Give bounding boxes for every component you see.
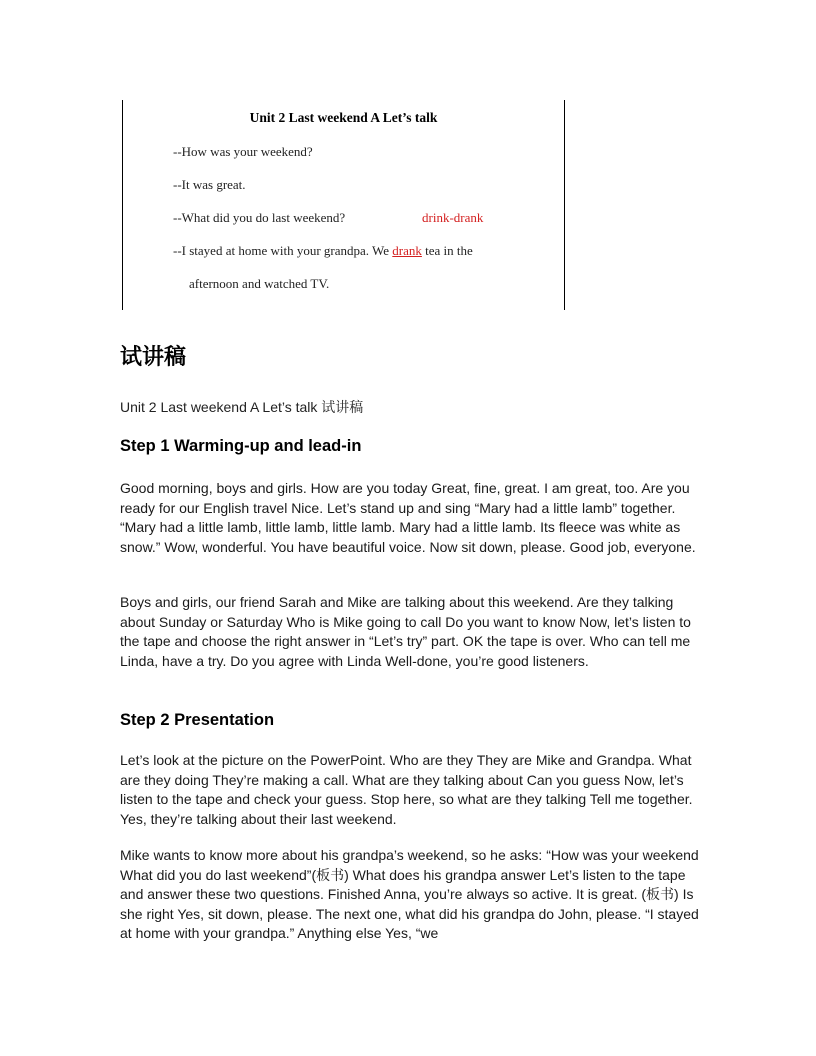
board-line-4 bbox=[173, 243, 473, 259]
board-line-1: --How was your weekend? bbox=[173, 144, 313, 159]
step-1-heading: Step 1 Warming-up and lead-in bbox=[120, 437, 362, 455]
board-line-2: --It was great. bbox=[173, 177, 246, 192]
board-line-3: --What did you do last weekend? bbox=[173, 210, 346, 225]
board-title: Unit 2 Last weekend A Let’s talk bbox=[249, 110, 438, 125]
step-1-paragraph-2: Boys and girls, our friend Sarah and Mike are talking about this weekend. Are they talking about Sunday or Saturday Who is Mike going to call Do you want to know Now, let’s listen to the tape and choose the right answer in “Let’s try” part. OK the tape is over. Who can tell me Linda, have a try. Do you agree with Linda Well-done, you’re good listeners. bbox=[120, 594, 691, 669]
blackboard-design bbox=[122, 100, 565, 310]
board-line-4-start: --I stayed at home with your grandpa. We bbox=[173, 243, 393, 258]
board-line-4-end: tea in the bbox=[421, 243, 473, 258]
board-note-drink-drank: drink-drank bbox=[422, 210, 484, 225]
step-1-paragraph-1: Good morning, boys and girls. How are you today Great, fine, great. I am great, too. Are you ready for our English travel Nice. Let’s stand up and sing “Mary had a little lamb” together. “Mary had a little lamb, little lamb, little lamb. Mary had a little lamb. Its fleece was white as snow.” Wow, wonderful. You have beautiful voice. Now sit down, please. Good job, everyone. bbox=[120, 480, 696, 555]
step-2-heading: Step 2 Presentation bbox=[120, 711, 275, 729]
step-2-paragraph-2: Mike wants to know more about his grandpa’s weekend, so he asks: “How was your weekend What did you do last weekend”(板书) What does his grandpa answer Let’s listen to the tape and answer these two questions. Finished Anna, you’re always so active. It is great. (板书) Is she right Yes, sit down, please. The next one, what did his grandpa do John, please. “I stayed at home with your grandpa.” Anything else Yes, “we bbox=[120, 847, 699, 941]
document-subtitle: Unit 2 Last weekend A Let’s talk 试讲稿 bbox=[120, 399, 364, 415]
step-2-paragraph-1: Let’s look at the picture on the PowerPoint. Who are they They are Mike and Grandpa. What are they doing They’re making a call. What are they talking about Can you guess Now, let’s listen to the tape and check your guess. Stop here, so what are they talking Tell me together. Yes, they’re talking about their last weekend. bbox=[120, 752, 693, 827]
board-highlight-drank: drank bbox=[392, 243, 422, 258]
board-line-5: afternoon and watched TV. bbox=[189, 276, 330, 291]
page-heading: 试讲稿 bbox=[120, 345, 187, 370]
